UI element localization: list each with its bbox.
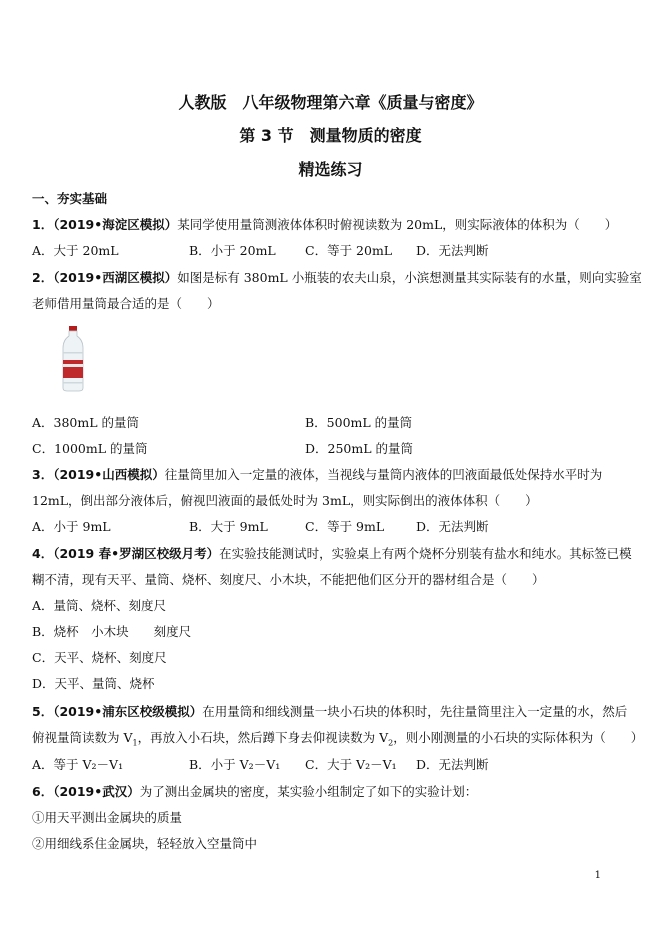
q1-option-b: B．小于 20mL (189, 243, 276, 258)
question-source: （2019•西湖区模拟） (53, 270, 178, 285)
page-number: 1 (594, 870, 601, 881)
question-1 (32, 216, 617, 234)
q6-step-1: ①用天平测出金属块的质量 (32, 810, 183, 825)
question-source: （2019•山西模拟） (53, 467, 165, 482)
q1-option-d: D．无法判断 (416, 243, 489, 258)
q6-step-2: ②用细线系住金属块，轻轻放入空量筒中 (32, 836, 258, 851)
question-number: 4． (32, 546, 54, 561)
q2-option-d: D．250mL 的量筒 (305, 441, 414, 456)
q2-option-c: C．1000mL 的量筒 (32, 441, 148, 456)
document-title: 人教版 八年级物理第六章《质量与密度》 (178, 93, 483, 112)
question-text: 在用量筒和细线测量一块小石块的体积时，先往量筒里注入一定量的水，然后 (202, 704, 628, 719)
question-text: 如图是标有 380mL 小瓶装的农夫山泉，小滨想测量其实际装有的水量，则向实验室 (177, 270, 642, 285)
question-text: 往量筒里加入一定量的液体，当视线与量筒内液体的凹液面最低处保持水平时为 (164, 467, 603, 482)
q1-option-a: A．大于 20mL (32, 243, 119, 258)
question-number: 3． (32, 467, 54, 482)
subscript: 1 (132, 738, 138, 748)
subscript: 2 (388, 738, 394, 748)
q4-option-a: A．量筒、烧杯、刻度尺 (32, 598, 167, 613)
question-source: （2019•海淀区模拟） (53, 217, 178, 232)
question-source: （2019•武汉） (53, 784, 140, 799)
question-number: 1． (32, 217, 54, 232)
question-text: 在实验技能测试时，实验桌上有两个烧杯分别装有盐水和纯水。其标签已模 (219, 546, 632, 561)
water-bottle-image (58, 326, 88, 392)
q2-option-b: B．500mL 的量筒 (305, 415, 413, 430)
question-4-cont: 糊不清，现有天平、量筒、烧杯、刻度尺、小木块，不能把他们区分开的器材组合是（ ） (32, 572, 545, 587)
question-source: （2019•浦东区校级模拟） (53, 704, 203, 719)
q3-option-b: B．大于 9mL (189, 519, 268, 534)
q4-option-c: C．天平、烧杯、刻度尺 (32, 650, 167, 665)
text-segment: ，则小刚测量的小石块的实际体积为（ ） (393, 730, 644, 745)
question-number: 6． (32, 784, 54, 799)
question-2 (32, 269, 642, 287)
question-2-cont: 老师借用量筒最合适的是（ ） (32, 296, 220, 311)
part-heading: 一、夯实基础 (32, 191, 108, 206)
question-source: （2019 春•罗湖区校级月考） (53, 546, 220, 561)
q5-option-d: D．无法判断 (416, 757, 489, 772)
section-title: 第 3 节 测量物质的密度 (239, 126, 422, 145)
subtitle: 精选练习 (298, 160, 363, 179)
question-4 (32, 545, 632, 563)
q4-option-d: D．天平、量筒、烧杯 (32, 676, 155, 691)
question-3-cont: 12mL，倒出部分液体后，俯视凹液面的最低处时为 3mL，则实际倒出的液体体积（ ） (32, 493, 538, 508)
question-number: 5． (32, 704, 54, 719)
question-3 (32, 466, 602, 484)
text-segment: ，再放入小石块，然后蹲下身去仰视读数为 V (137, 730, 389, 745)
question-5 (32, 703, 627, 721)
question-5-cont (32, 729, 643, 753)
question-number: 2． (32, 270, 54, 285)
q1-option-c: C．等于 20mL (305, 243, 393, 258)
q3-option-d: D．无法判断 (416, 519, 489, 534)
q5-option-b: B．小于 V₂－V₁ (189, 757, 281, 772)
q2-option-a: A．380mL 的量筒 (32, 415, 140, 430)
question-6 (32, 783, 477, 801)
q5-option-a: A．等于 V₂－V₁ (32, 757, 124, 772)
q3-option-a: A．小于 9mL (32, 519, 111, 534)
question-text: 为了测出金属块的密度，某实验小组制定了如下的实验计划： (139, 784, 478, 799)
q5-option-c: C．大于 V₂－V₁ (305, 757, 397, 772)
question-text: 某同学使用量筒测液体体积时俯视读数为 20mL，则实际液体的体积为（ ） (177, 217, 618, 232)
text-segment: 俯视量筒读数为 V (32, 730, 133, 745)
q4-option-b: B．烧杯 小木块 刻度尺 (32, 624, 192, 639)
q3-option-c: C．等于 9mL (305, 519, 385, 534)
